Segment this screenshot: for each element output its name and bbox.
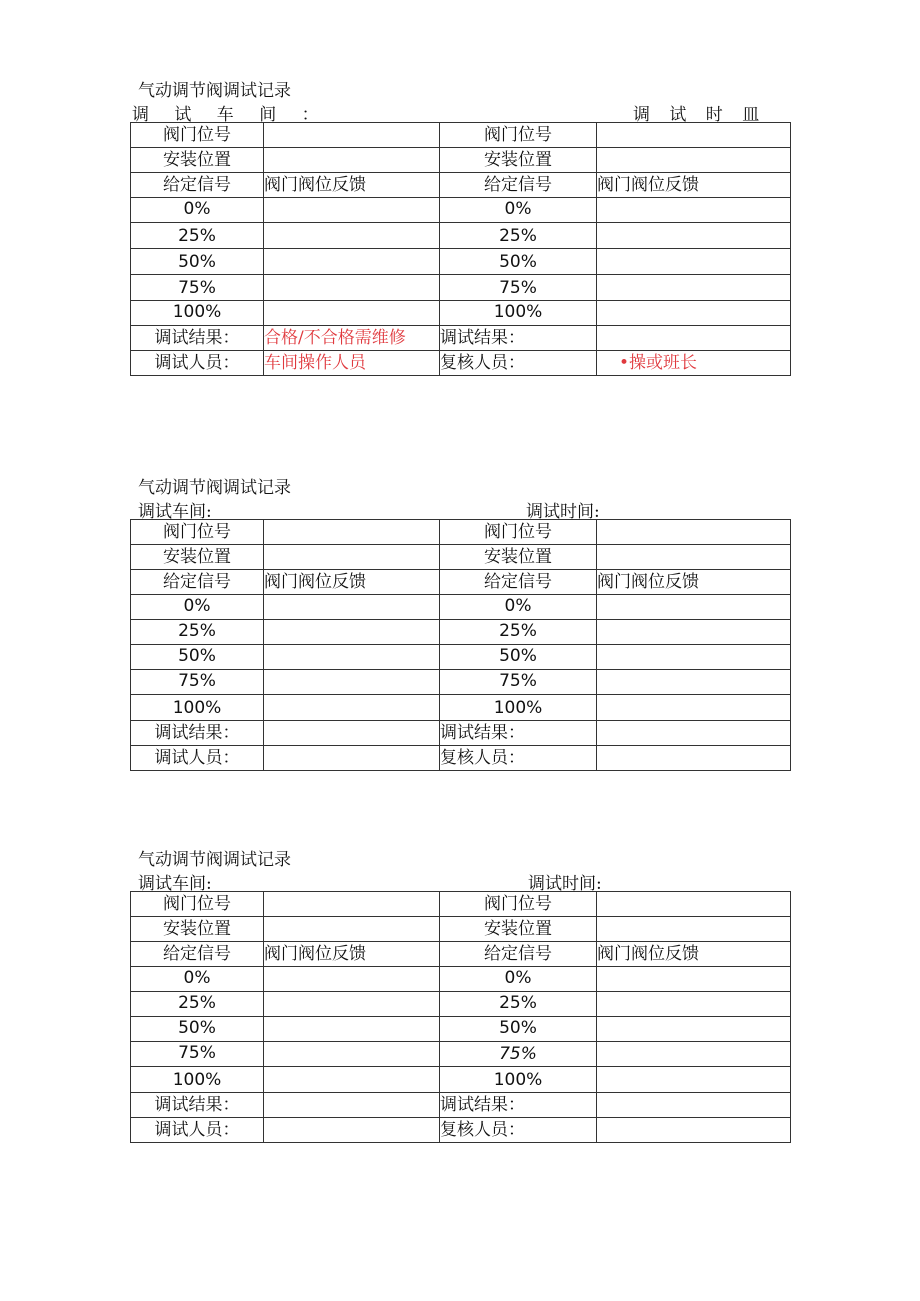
reviewer-label: 复核人员： bbox=[440, 1118, 597, 1143]
feedback-input[interactable] bbox=[597, 670, 791, 695]
signal-100-right: 100% bbox=[440, 1067, 597, 1093]
signal-0-left: 0% bbox=[131, 595, 264, 620]
workshop-label: 调 试 车 间 ： bbox=[132, 105, 319, 125]
install-pos-input-left[interactable] bbox=[264, 917, 440, 942]
signal-100-left: 100% bbox=[131, 695, 264, 721]
result-input-left[interactable] bbox=[264, 721, 440, 746]
feedback-input[interactable] bbox=[264, 1042, 440, 1067]
valve-no-label: 阀门位号 bbox=[131, 892, 264, 917]
signal-75-right: 75% bbox=[440, 275, 597, 301]
valve-no-label: 阀门位号 bbox=[131, 123, 264, 148]
valve-no-input-left[interactable] bbox=[264, 892, 440, 917]
signal-75-left: 75% bbox=[131, 670, 264, 695]
feedback-input[interactable] bbox=[264, 301, 440, 326]
signal-25-right: 25% bbox=[440, 992, 597, 1017]
workshop-label: 调试车间: bbox=[138, 874, 212, 894]
reviewer-input[interactable] bbox=[597, 1118, 791, 1143]
personnel-value[interactable]: 车间操作人员 bbox=[264, 351, 440, 376]
feedback-input[interactable] bbox=[264, 967, 440, 992]
signal-25-right: 25% bbox=[440, 620, 597, 645]
feedback-header: 阀门阀位反馈 bbox=[264, 570, 440, 595]
feedback-header: 阀门阀位反馈 bbox=[264, 173, 440, 198]
signal-0-right: 0% bbox=[440, 595, 597, 620]
record-table bbox=[130, 122, 791, 376]
signal-50-right: 50% bbox=[440, 645, 597, 670]
feedback-input[interactable] bbox=[264, 595, 440, 620]
install-pos-label: 安装位置 bbox=[131, 917, 264, 942]
valve-no-label-right: 阀门位号 bbox=[440, 123, 597, 148]
reviewer-label: 复核人员： bbox=[440, 351, 597, 376]
result-label: 调试结果： bbox=[131, 326, 264, 351]
given-signal-header: 给定信号 bbox=[131, 942, 264, 967]
signal-0-right: 0% bbox=[440, 967, 597, 992]
signal-75-left: 75% bbox=[131, 275, 264, 301]
feedback-header-right: 阀门阀位反馈 bbox=[597, 173, 791, 198]
install-pos-label-right: 安装位置 bbox=[440, 917, 597, 942]
signal-50-left: 50% bbox=[131, 249, 264, 275]
given-signal-header: 给定信号 bbox=[131, 570, 264, 595]
feedback-input[interactable] bbox=[264, 223, 440, 249]
feedback-input[interactable] bbox=[597, 223, 791, 249]
result-label: 调试结果： bbox=[131, 1093, 264, 1118]
given-signal-header: 给定信号 bbox=[131, 173, 264, 198]
form-title: 气动调节阀调试记录 bbox=[138, 478, 291, 498]
personnel-label: 调试人员： bbox=[131, 1118, 264, 1143]
result-label-right: 调试结果： bbox=[440, 1093, 597, 1118]
feedback-input[interactable] bbox=[597, 301, 791, 326]
valve-no-input-right[interactable] bbox=[597, 892, 791, 917]
feedback-input[interactable] bbox=[264, 992, 440, 1017]
record-table bbox=[130, 891, 791, 1143]
feedback-input[interactable] bbox=[264, 198, 440, 223]
install-pos-label: 安装位置 bbox=[131, 148, 264, 173]
reviewer-input[interactable] bbox=[597, 746, 791, 771]
install-pos-input-right[interactable] bbox=[597, 917, 791, 942]
signal-50-left: 50% bbox=[131, 1017, 264, 1042]
install-pos-input-right[interactable] bbox=[597, 148, 791, 173]
form-title: 气动调节阀调试记录 bbox=[138, 81, 291, 101]
feedback-input[interactable] bbox=[597, 595, 791, 620]
feedback-input[interactable] bbox=[264, 620, 440, 645]
feedback-input[interactable] bbox=[264, 1067, 440, 1093]
signal-0-right: 0% bbox=[440, 198, 597, 223]
install-pos-label: 安装位置 bbox=[131, 545, 264, 570]
feedback-input[interactable] bbox=[597, 1017, 791, 1042]
feedback-header-right: 阀门阀位反馈 bbox=[597, 570, 791, 595]
install-pos-input-left[interactable] bbox=[264, 148, 440, 173]
signal-0-left: 0% bbox=[131, 198, 264, 223]
feedback-input[interactable] bbox=[264, 645, 440, 670]
result-label-right: 调试结果： bbox=[440, 326, 597, 351]
form-title: 气动调节阀调试记录 bbox=[138, 850, 291, 870]
feedback-input[interactable] bbox=[264, 1017, 440, 1042]
reviewer-value[interactable]: •操或班长 bbox=[597, 351, 791, 376]
feedback-input[interactable] bbox=[597, 695, 791, 721]
signal-50-left: 50% bbox=[131, 645, 264, 670]
test-time-label: 调试时间: bbox=[528, 874, 602, 894]
signal-50-right: 50% bbox=[440, 1017, 597, 1042]
install-pos-label-right: 安装位置 bbox=[440, 545, 597, 570]
result-input-right[interactable] bbox=[597, 326, 791, 351]
test-time-label: 调 试 时 皿 bbox=[633, 105, 760, 125]
result-input-right[interactable] bbox=[597, 721, 791, 746]
reviewer-label: 复核人员： bbox=[440, 746, 597, 771]
given-signal-header-right: 给定信号 bbox=[440, 173, 597, 198]
signal-50-right: 50% bbox=[440, 249, 597, 275]
signal-25-left: 25% bbox=[131, 223, 264, 249]
personnel-label: 调试人员： bbox=[131, 351, 264, 376]
feedback-input[interactable] bbox=[264, 249, 440, 275]
feedback-input[interactable] bbox=[597, 967, 791, 992]
valve-no-label-right: 阀门位号 bbox=[440, 892, 597, 917]
personnel-label: 调试人员： bbox=[131, 746, 264, 771]
signal-75-right: 75% bbox=[440, 670, 597, 695]
signal-25-left: 25% bbox=[131, 620, 264, 645]
record-table bbox=[130, 519, 791, 771]
feedback-input[interactable] bbox=[597, 992, 791, 1017]
feedback-input[interactable] bbox=[597, 275, 791, 301]
personnel-input[interactable] bbox=[264, 1118, 440, 1143]
feedback-header: 阀门阀位反馈 bbox=[264, 942, 440, 967]
signal-25-right: 25% bbox=[440, 223, 597, 249]
valve-no-label: 阀门位号 bbox=[131, 520, 264, 545]
personnel-input[interactable] bbox=[264, 746, 440, 771]
feedback-input[interactable] bbox=[597, 1067, 791, 1093]
feedback-input[interactable] bbox=[597, 249, 791, 275]
signal-100-left: 100% bbox=[131, 1067, 264, 1093]
signal-25-left: 25% bbox=[131, 992, 264, 1017]
result-input-right[interactable] bbox=[597, 1093, 791, 1118]
test-time-label: 调试时间: bbox=[526, 502, 600, 522]
signal-100-right: 100% bbox=[440, 695, 597, 721]
feedback-input[interactable] bbox=[264, 695, 440, 721]
signal-75-left: 75% bbox=[131, 1042, 264, 1067]
feedback-header-right: 阀门阀位反馈 bbox=[597, 942, 791, 967]
feedback-input[interactable] bbox=[597, 1042, 791, 1067]
given-signal-header-right: 给定信号 bbox=[440, 570, 597, 595]
signal-100-left: 100% bbox=[131, 301, 264, 326]
given-signal-header-right: 给定信号 bbox=[440, 942, 597, 967]
workshop-label: 调试车间: bbox=[138, 502, 212, 522]
install-pos-label-right: 安装位置 bbox=[440, 148, 597, 173]
feedback-input[interactable] bbox=[597, 645, 791, 670]
result-input-left[interactable] bbox=[264, 1093, 440, 1118]
result-label: 调试结果： bbox=[131, 721, 264, 746]
signal-75-right: 75% bbox=[440, 1042, 597, 1067]
result-label-right: 调试结果： bbox=[440, 721, 597, 746]
feedback-input[interactable] bbox=[597, 620, 791, 645]
valve-no-input-left[interactable] bbox=[264, 520, 440, 545]
result-value[interactable]: 合格/不合格需维修 bbox=[264, 326, 440, 351]
signal-100-right: 100% bbox=[440, 301, 597, 326]
valve-no-input-left[interactable] bbox=[264, 123, 440, 148]
valve-no-label-right: 阀门位号 bbox=[440, 520, 597, 545]
feedback-input[interactable] bbox=[264, 670, 440, 695]
signal-0-left: 0% bbox=[131, 967, 264, 992]
valve-no-input-right[interactable] bbox=[597, 520, 791, 545]
install-pos-input-left[interactable] bbox=[264, 545, 440, 570]
install-pos-input-right[interactable] bbox=[597, 545, 791, 570]
feedback-input[interactable] bbox=[597, 198, 791, 223]
valve-no-input-right[interactable] bbox=[597, 123, 791, 148]
feedback-input[interactable] bbox=[264, 275, 440, 301]
